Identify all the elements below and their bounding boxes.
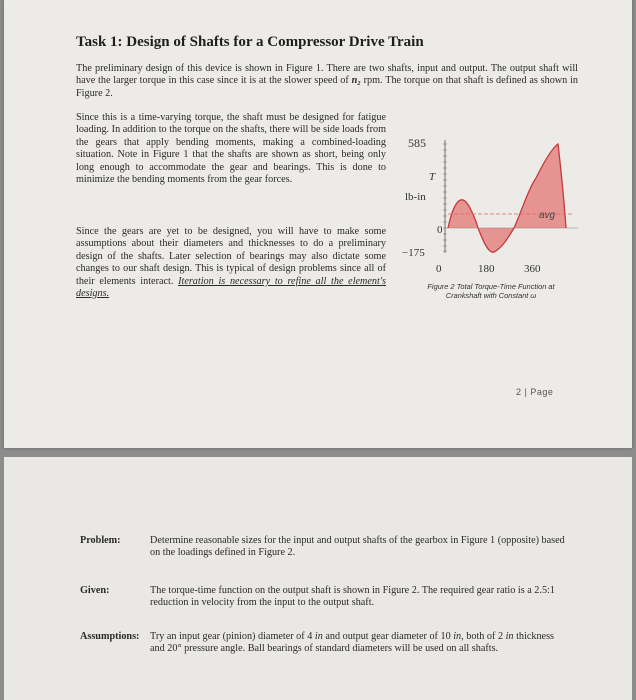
problem-text: Determine reasonable sizes for the input and output shafts of the gearbox in Figure 1 (opposite) based on the loadings defined in Figure 2. [150,535,565,559]
x-tick-360: 360 [524,263,541,275]
intro-paragraph: The preliminary design of this device is shown in Figure 1. There are two shafts, input and output. The output shaft will have the larger torque in this case since it is at the slower speed of n₂ rpm. The torque on that shaft is defined as shown in Figure 2. [76,63,578,99]
x-tick-180: 180 [478,263,495,275]
given-text: The torque-time function on the output shaft is shown in Figure 2. The required gear ratio is a 2.5:1 reduction in velocity from the input to the output shaft. [150,585,555,609]
problem-label: Problem: [80,535,121,546]
page-number: 2 | Page [516,387,554,397]
figure-caption: Figure 2 Total Torque-Time Function at Crankshaft with Constant ω [427,282,555,300]
task-title: Task 1: Design of Shafts for a Compressor Drive Train [76,34,424,50]
y-min-label: −175 [402,247,425,259]
x-tick-0: 0 [436,263,442,275]
given-label: Given: [80,585,110,596]
assumptions-label: Assumptions: [80,631,140,642]
document-page-2 [4,457,632,700]
y-axis-label-t: T [429,171,436,183]
document-page-1 [4,0,632,448]
assumptions-text: Try an input gear (pinion) diameter of 4 in and output gear diameter of 10 in, both of 2 in thickness and 20° pressure angle. Ball bearings of standard diameters will be used on all shafts. [150,631,554,655]
avg-label: avg [539,210,556,221]
speed-variable: n₂ [351,75,361,87]
y-zero-label: 0 [437,224,443,236]
iteration-link-text: Iteration is necessary to refine all the element's designs. [76,275,386,300]
y-max-label: 585 [408,136,426,150]
assumptions-paragraph: Since the gears are yet to be designed, you will have to make some assumptions about their diameters and thicknesses to do a preliminary design of the shafts. Later selection of bearings may also dictate some changes to our shaft design. This is typical of design problems since all of their elements interact. Iteration is necessary to refine all the element's designs. [76,226,386,300]
fatigue-paragraph: Since this is a time-varying torque, the shaft must be designed for fatigue loading. In addition to the torque on the shafts, there will be side loads from the gears that apply bending moments, making a combined-loading situation. Note in Figure 1 that the shafts are shown as short, being only long enough to accommodate the gear and bearings. This is done to minimize the bending moments from the gear forces. [76,112,386,186]
torque-area-fill [448,144,566,252]
y-axis-label-unit: lb-in [405,191,426,203]
